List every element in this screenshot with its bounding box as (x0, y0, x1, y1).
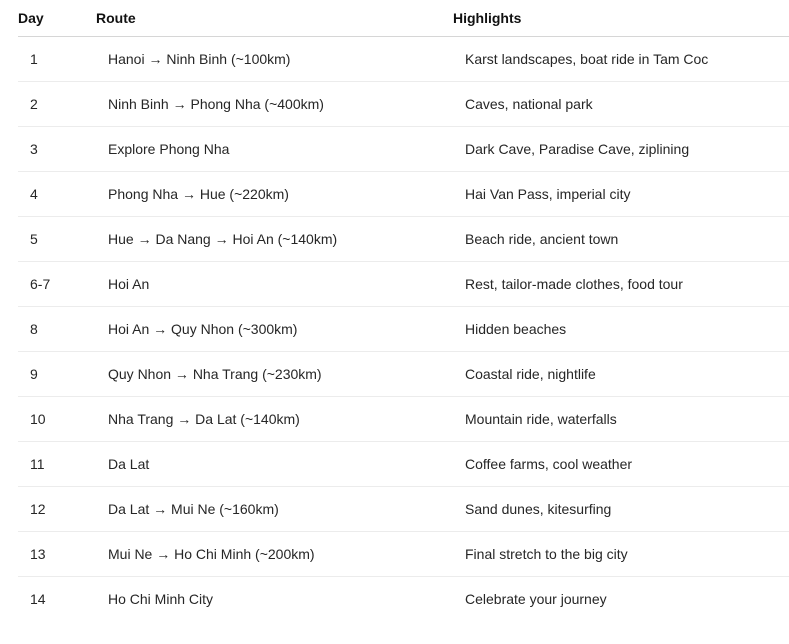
table-row (18, 352, 789, 397)
cell-day: 2 (18, 82, 96, 127)
cell-highlights: Coastal ride, nightlife (453, 352, 789, 397)
cell-day: 10 (18, 397, 96, 442)
cell-route: Hanoi → Ninh Binh (~100km) (96, 37, 453, 82)
cell-highlights: Sand dunes, kitesurfing (453, 487, 789, 532)
table-row (18, 127, 789, 172)
table-row (18, 217, 789, 262)
table-row (18, 532, 789, 577)
header-route: Route (96, 0, 453, 37)
cell-day: 14 (30, 591, 46, 607)
table-row (18, 487, 789, 532)
cell-day: 5 (18, 217, 96, 262)
cell-route: Ninh Binh → Phong Nha (~400km) (96, 82, 453, 127)
cell-highlights: Beach ride, ancient town (453, 217, 789, 262)
table-row (18, 307, 789, 352)
table-header (18, 0, 789, 37)
table-row (18, 577, 789, 622)
cell-route: Da Lat → Mui Ne (~160km) (96, 487, 453, 532)
itinerary-table (18, 0, 789, 621)
cell-highlights: Karst landscapes, boat ride in Tam Coc (453, 37, 789, 82)
cell-highlights: Coffee farms, cool weather (453, 442, 789, 487)
cell-highlights: Caves, national park (453, 82, 789, 127)
cell-day: 3 (18, 127, 96, 172)
cell-highlights: Hai Van Pass, imperial city (453, 172, 789, 217)
cell-route: Hoi An → Quy Nhon (~300km) (96, 307, 453, 352)
table-row (18, 37, 789, 82)
cell-highlights: Celebrate your journey (465, 591, 607, 607)
table-row (18, 82, 789, 127)
cell-day: 8 (18, 307, 96, 352)
cell-highlights: Hidden beaches (453, 307, 789, 352)
cell-day: 9 (18, 352, 96, 397)
cell-route: Hoi An (96, 262, 453, 307)
table-row (18, 442, 789, 487)
itinerary-table-container (18, 0, 789, 621)
cell-day: 1 (18, 37, 96, 82)
cell-route: Hue → Da Nang → Hoi An (~140km) (96, 217, 453, 262)
cell-route: Da Lat (96, 442, 453, 487)
cell-highlights: Rest, tailor-made clothes, food tour (453, 262, 789, 307)
table-row (18, 262, 789, 307)
cell-day: 13 (18, 532, 96, 577)
cell-route: Nha Trang → Da Lat (~140km) (96, 397, 453, 442)
cell-highlights: Mountain ride, waterfalls (453, 397, 789, 442)
cell-route: Explore Phong Nha (96, 127, 453, 172)
cell-highlights: Final stretch to the big city (453, 532, 789, 577)
cell-day: 11 (18, 442, 96, 487)
cell-day: 4 (18, 172, 96, 217)
header-row (18, 0, 789, 37)
table-row (18, 397, 789, 442)
table-body (18, 37, 789, 622)
cell-highlights: Dark Cave, Paradise Cave, ziplining (453, 127, 789, 172)
table-row (18, 172, 789, 217)
cell-route: Ho Chi Minh City (108, 591, 214, 607)
header-highlights: Highlights (453, 0, 789, 37)
cell-route: Phong Nha → Hue (~220km) (96, 172, 453, 217)
cell-route: Quy Nhon → Nha Trang (~230km) (96, 352, 453, 397)
header-day: Day (18, 0, 96, 37)
cell-day: 12 (18, 487, 96, 532)
cell-day: 6-7 (18, 262, 96, 307)
cell-route: Mui Ne → Ho Chi Minh (~200km) (96, 532, 453, 577)
